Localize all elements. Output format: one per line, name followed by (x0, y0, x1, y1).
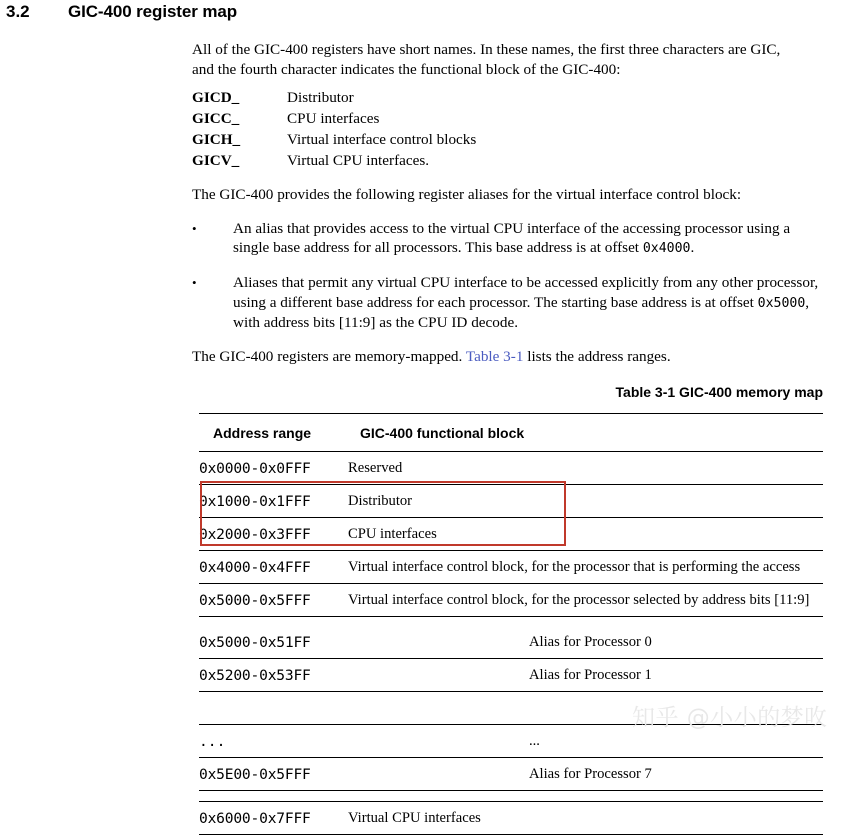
zhihu-watermark: 知乎 @小小的梦呚 (632, 705, 828, 731)
cell-address-range: 0x1000-0x1FFF (199, 485, 348, 518)
body-content (192, 40, 824, 366)
memory-map-table (199, 413, 823, 835)
memory-mapped-paragraph (192, 347, 824, 367)
alias-spacer-cell (529, 692, 823, 725)
cell-functional-block: Distributor (348, 485, 823, 518)
table-row (199, 452, 823, 485)
section-heading (0, 2, 862, 22)
alias-label: Alias for Processor 1 (529, 659, 823, 692)
bullet-text-before: An alias that provides access to the virtual CPU interface of the accessing processor using a single base address for all processors. This base address is at offset (233, 219, 791, 257)
cell-address-range: 0x0000-0x0FFF (199, 452, 348, 485)
definition-row (192, 108, 824, 129)
cell-functional-block: Virtual interface control block, for the processor selected by address bits [11:9] (348, 584, 823, 617)
alias-row (199, 758, 823, 791)
table-row (199, 518, 823, 551)
section-title: GIC-400 register map (68, 2, 238, 21)
bullet-code-offset: 0x5000 (757, 295, 806, 311)
cell-address-range: 0x6000-0x7FFF (199, 802, 348, 835)
table-row (199, 802, 823, 835)
alias-spacer-row (199, 692, 823, 725)
sentence-after-link: lists the address ranges. (523, 347, 671, 365)
definition-term: GICH_ (192, 131, 241, 149)
definition-description: CPU interfaces (287, 110, 380, 128)
cell-address-range: 0x2000-0x3FFF (199, 518, 348, 551)
alias-address-ellipsis: ... (199, 725, 529, 758)
list-item (192, 219, 824, 259)
cell-functional-block: CPU interfaces (348, 518, 823, 551)
alias-subtable (199, 626, 823, 791)
alias-row-ellipsis (199, 725, 823, 758)
definition-row (192, 87, 824, 108)
column-header-address-range: Address range (199, 414, 348, 452)
definition-row (192, 150, 824, 171)
alias-label-ellipsis: ... (529, 725, 823, 758)
bullet-text-before: Aliases that permit any virtual CPU interface to be accessed explicitly from any other processor, using a different base address for each processor. The starting base address is at offset (233, 273, 819, 311)
definition-description: Distributor (287, 89, 354, 107)
list-item (192, 273, 824, 333)
bullet-marker-icon: • (192, 274, 197, 290)
table-row (199, 551, 823, 584)
table-caption: Table 3-1 GIC-400 memory map (615, 384, 823, 400)
intro-line-1: All of the GIC-400 registers have short names. In these names, the first three characters are GIC, (192, 41, 781, 58)
bullet-text (233, 219, 824, 259)
cell-address-range: 0x5000-0x5FFF (199, 584, 348, 617)
table-row (199, 584, 823, 617)
bullet-text-after: . (690, 239, 695, 257)
bullet-marker-icon: • (192, 220, 197, 236)
definition-description: Virtual interface control blocks (287, 131, 477, 149)
intro-paragraph (192, 40, 824, 79)
bullet-code-offset: 0x4000 (642, 241, 691, 257)
intro-line-2: and the fourth character indicates the functional block of the GIC-400: (192, 60, 621, 78)
section-number: 3.2 (6, 2, 30, 21)
alias-address-range: 0x5E00-0x5FFF (199, 758, 529, 791)
sentence-before-link: The GIC-400 registers are memory-mapped. (192, 347, 466, 365)
definition-term: GICD_ (192, 89, 240, 107)
alias-label: Alias for Processor 0 (529, 626, 823, 659)
table-3-1-link[interactable]: Table 3-1 (465, 347, 524, 365)
alias-group-cell (199, 617, 823, 802)
alias-spacer-cell (199, 692, 529, 725)
alias-row (199, 626, 823, 659)
definition-description: Virtual CPU interfaces. (287, 152, 430, 170)
column-header-functional-block: GIC-400 functional block (348, 414, 823, 452)
register-prefix-definition-list (192, 87, 824, 171)
bullet-text-after: , with address bits [11:9] as the CPU ID decode. (233, 293, 810, 332)
definition-row (192, 129, 824, 150)
alias-bullet-list (192, 219, 824, 333)
aliases-intro-paragraph: The GIC-400 provides the following register aliases for the virtual interface control block: (192, 186, 742, 204)
cell-functional-block: Reserved (348, 452, 823, 485)
alias-row (199, 659, 823, 692)
table-row (199, 485, 823, 518)
alias-address-range: 0x5000-0x51FF (199, 626, 529, 659)
cell-functional-block: Virtual CPU interfaces (348, 802, 823, 835)
bullet-text (233, 273, 824, 333)
table-header-row (199, 414, 823, 452)
cell-functional-block: Virtual interface control block, for the processor that is performing the access (348, 551, 823, 584)
alias-address-range: 0x5200-0x53FF (199, 659, 529, 692)
definition-term: GICC_ (192, 110, 240, 128)
cell-address-range: 0x4000-0x4FFF (199, 551, 348, 584)
definition-term: GICV_ (192, 152, 240, 170)
alias-label: Alias for Processor 7 (529, 758, 823, 791)
table-row-alias-group (199, 617, 823, 802)
